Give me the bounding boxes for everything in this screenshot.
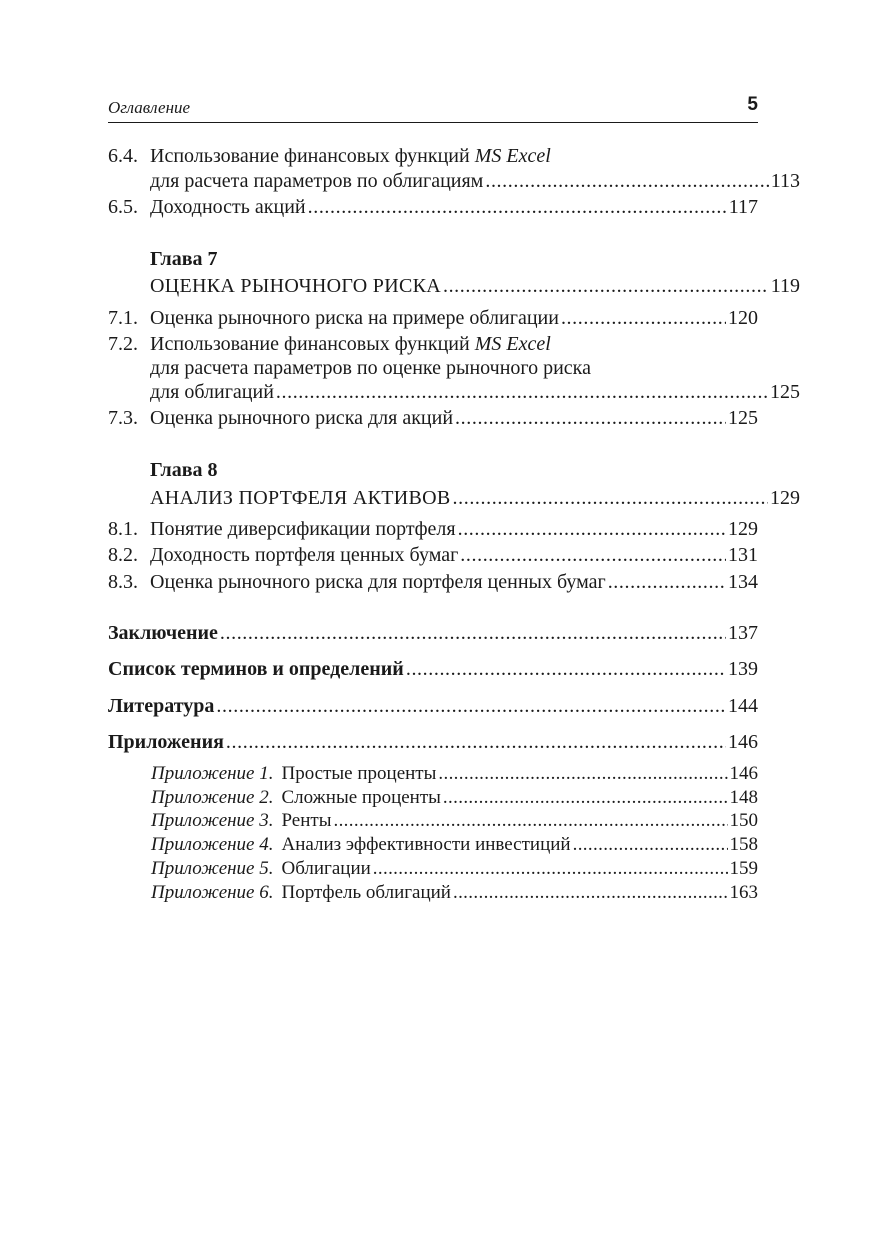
leader-dots — [443, 273, 769, 299]
chapter-title-7 — [108, 273, 800, 299]
toc-page: 129 — [728, 518, 758, 540]
toc-entry-8-2 — [108, 542, 758, 568]
leader-dots — [573, 833, 728, 857]
toc-number: 8.1. — [108, 518, 138, 540]
toc-entry-7-2 — [108, 331, 758, 357]
toc-page: 119 — [770, 275, 800, 297]
toc-text: Оценка рыночного риска для портфеля ценных бумаг — [150, 571, 606, 593]
toc-page: 146 — [728, 731, 758, 753]
toc-text: Список терминов и определений — [108, 658, 404, 680]
toc-entry-glossary — [108, 656, 758, 682]
toc-page: 120 — [728, 307, 758, 329]
toc-text: Портфель облигаций — [281, 882, 451, 903]
leader-dots — [455, 405, 726, 431]
leader-dots — [220, 620, 726, 646]
toc-number: 6.5. — [108, 196, 138, 218]
appendix-entry-2 — [151, 786, 758, 810]
toc-entry-7-3 — [108, 405, 758, 431]
toc-text: Понятие диверсификации портфеля — [150, 518, 456, 540]
toc-text: Оценка рыночного риска для акций — [150, 407, 454, 429]
toc-text-italic: MS Excel — [474, 333, 551, 355]
toc-text: Ренты — [281, 810, 332, 831]
toc-text: Облигации — [281, 858, 371, 879]
toc-text: для расчета параметров по оценке рыночного риска — [150, 357, 591, 379]
toc-number: 7.2. — [108, 333, 138, 355]
toc-page: 125 — [770, 381, 800, 403]
toc-page: 163 — [729, 882, 758, 903]
toc-text: для облигаций — [150, 381, 274, 403]
leader-dots — [453, 485, 768, 511]
toc-entry-8-3 — [108, 569, 758, 595]
toc-text: Простые проценты — [281, 763, 437, 784]
toc-page: 139 — [728, 658, 758, 680]
chapter-label: Глава 7 — [150, 248, 218, 270]
toc-page: 158 — [729, 834, 758, 855]
appendix-entry-1 — [151, 762, 758, 786]
leader-dots — [216, 693, 726, 719]
toc-page: 129 — [770, 487, 800, 509]
toc-number: 8.2. — [108, 544, 138, 566]
leader-dots — [443, 786, 728, 810]
appendix-entry-4 — [151, 833, 758, 857]
toc-text: Сложные проценты — [281, 787, 441, 808]
toc-entry-8-1 — [108, 516, 758, 542]
appendix-entry-5 — [151, 857, 758, 881]
chapter-title-8 — [108, 485, 800, 511]
header-title: Оглавление — [108, 98, 191, 117]
toc-text: Доходность акций — [150, 196, 306, 218]
chapter-label: Глава 8 — [150, 459, 218, 481]
toc-text: АНАЛИЗ ПОРТФЕЛЯ АКТИВОВ — [150, 487, 451, 509]
running-header — [108, 92, 758, 123]
toc-text: ОЦЕНКА РЫНОЧНОГО РИСКА — [150, 275, 441, 297]
appendix-label: Приложение 5. — [151, 858, 274, 879]
toc-text: Доходность портфеля ценных бумаг — [150, 544, 459, 566]
appendix-label: Приложение 1. — [151, 763, 274, 784]
leader-dots — [438, 762, 727, 786]
appendix-entry-3 — [151, 809, 758, 833]
toc-text: Оценка рыночного риска на примере облигации — [150, 307, 559, 329]
toc-text: Анализ эффективности инвестиций — [281, 834, 571, 855]
toc-text: для расчета параметров по облигациям — [150, 170, 484, 192]
toc-page: 137 — [728, 622, 758, 644]
toc-page: 144 — [728, 695, 758, 717]
toc-page: 150 — [729, 810, 758, 831]
toc-page: 148 — [729, 787, 758, 808]
leader-dots — [276, 379, 768, 405]
appendix-label: Приложение 6. — [151, 882, 274, 903]
leader-dots — [561, 305, 726, 331]
toc-entry-6-4 — [108, 143, 758, 169]
leader-dots — [333, 809, 727, 833]
page-number: 5 — [747, 94, 758, 115]
toc-page: 159 — [729, 858, 758, 879]
leader-dots — [485, 168, 768, 194]
appendix-label: Приложение 4. — [151, 834, 274, 855]
toc-text: Использование финансовых функций MS Excel — [150, 333, 551, 355]
toc-page: 117 — [728, 196, 758, 218]
leader-dots — [308, 194, 727, 220]
leader-dots — [226, 729, 726, 755]
toc-text: Литература — [108, 695, 215, 717]
toc-entry-7-1 — [108, 305, 758, 331]
toc-text: Заключение — [108, 622, 218, 644]
leader-dots — [373, 857, 728, 881]
leader-dots — [608, 569, 726, 595]
appendix-label: Приложение 2. — [151, 787, 274, 808]
toc-entry-6-5 — [108, 194, 758, 220]
toc-entry-7-2-cont2 — [108, 379, 800, 405]
toc-page: 125 — [728, 407, 758, 429]
toc-entry-conclusion — [108, 620, 758, 646]
toc-page: 146 — [729, 763, 758, 784]
leader-dots — [406, 656, 726, 682]
toc-entry-appendices — [108, 729, 758, 755]
toc-number: 8.3. — [108, 571, 138, 593]
toc-text: Приложения — [108, 731, 224, 753]
toc-text: Использование финансовых функций MS Excel — [150, 145, 551, 167]
leader-dots — [458, 516, 726, 542]
toc-entry-6-4-cont — [108, 168, 800, 194]
toc-entry-7-2-cont — [108, 355, 800, 381]
toc-page: 113 — [770, 170, 800, 192]
toc-number: 6.4. — [108, 145, 138, 167]
leader-dots — [453, 881, 728, 905]
toc-page: 131 — [728, 544, 758, 566]
toc-text-italic: MS Excel — [474, 145, 551, 167]
toc-entry-literature — [108, 693, 758, 719]
toc-page: 134 — [728, 571, 758, 593]
appendix-entry-6 — [151, 881, 758, 905]
appendix-label: Приложение 3. — [151, 810, 274, 831]
toc-number: 7.3. — [108, 407, 138, 429]
leader-dots — [460, 542, 726, 568]
toc-number: 7.1. — [108, 307, 138, 329]
